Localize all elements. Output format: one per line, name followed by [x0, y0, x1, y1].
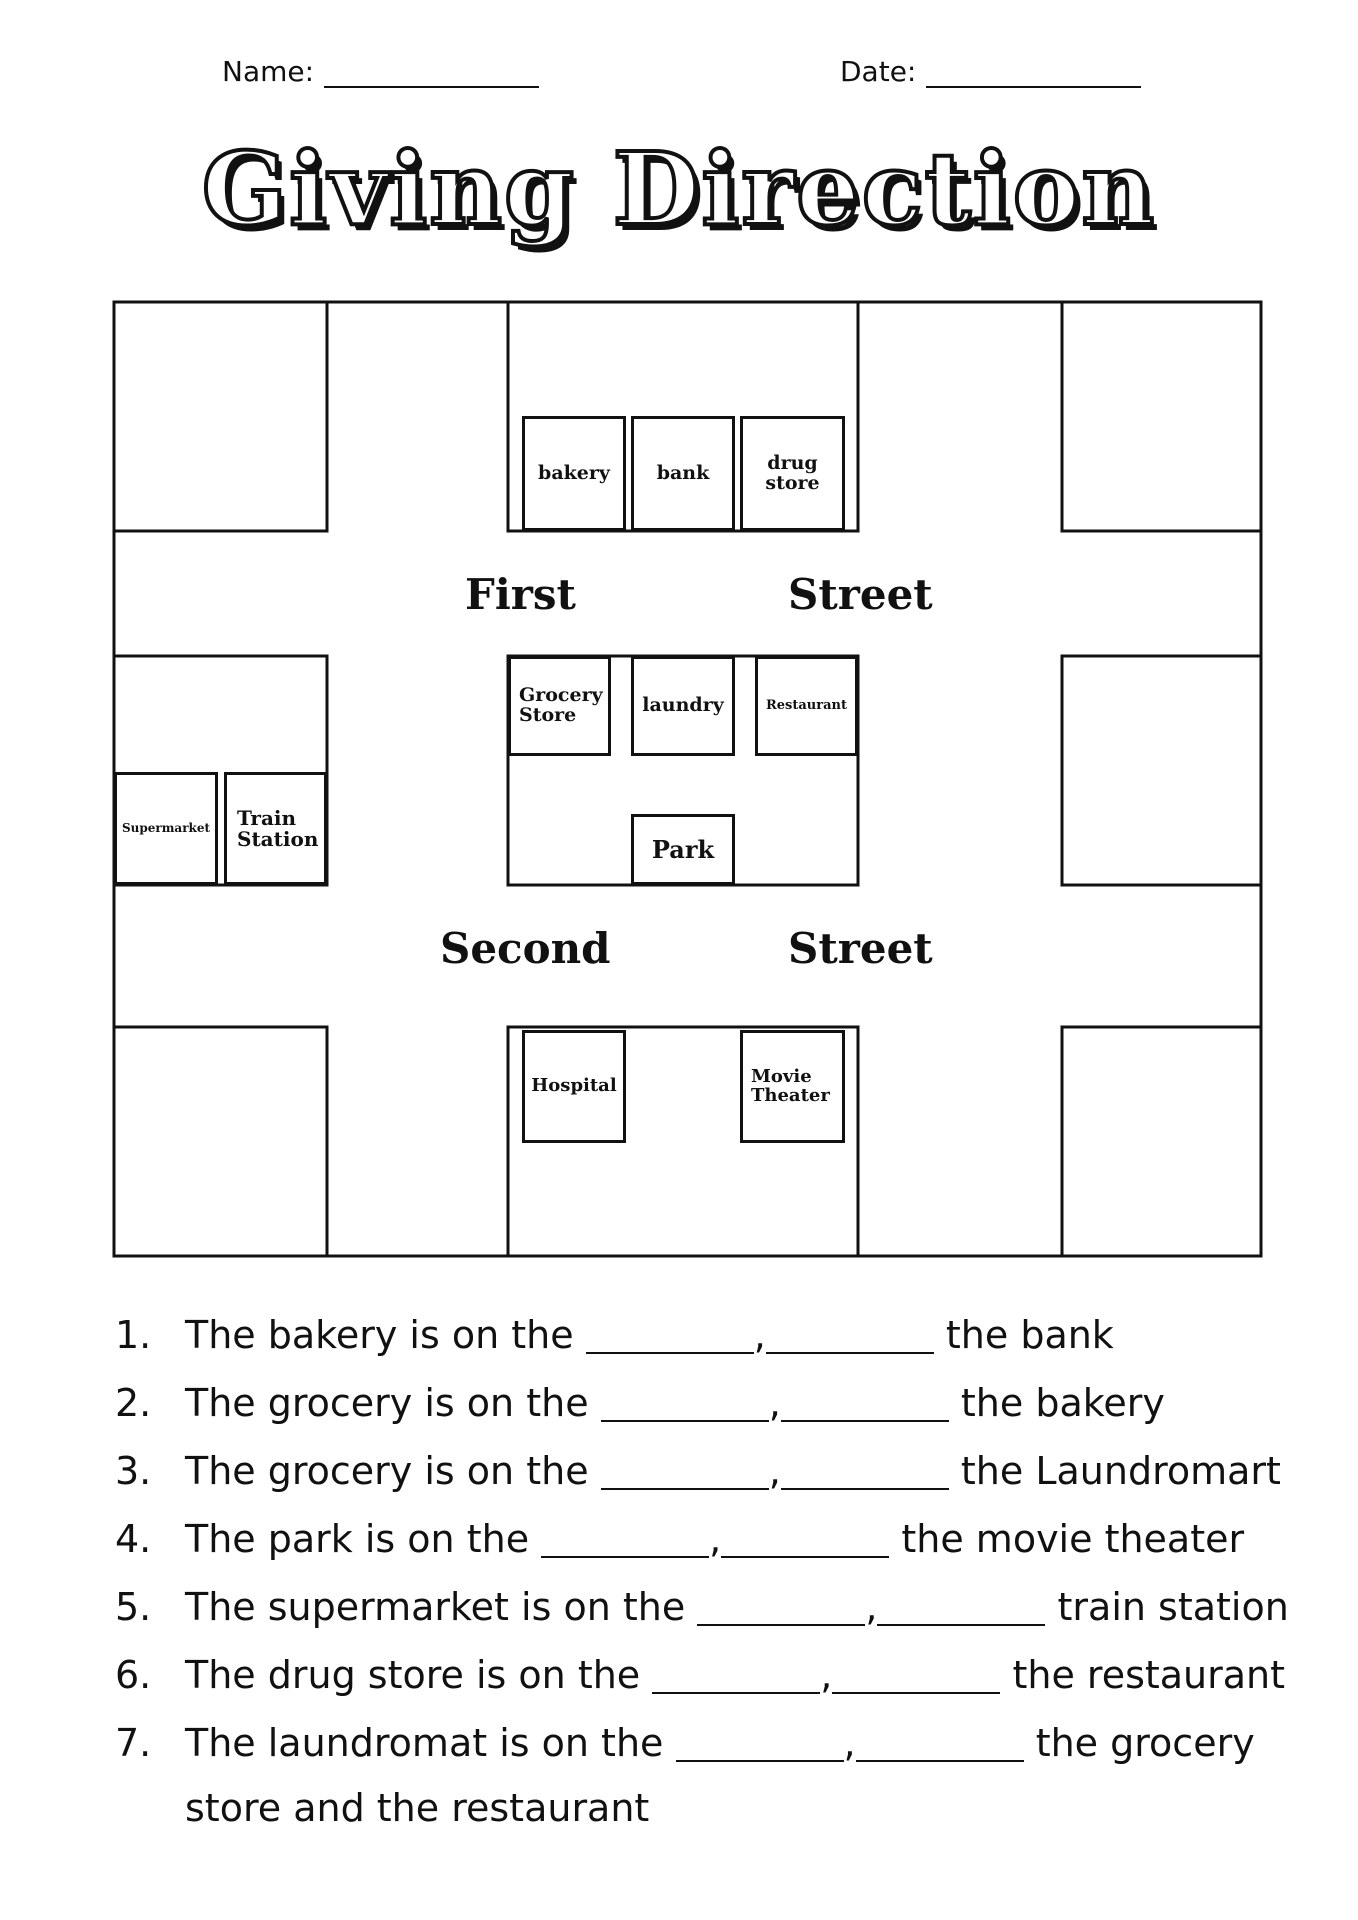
block-bottom-left	[114, 1027, 327, 1256]
answer-blank[interactable]	[781, 1386, 949, 1422]
building-bank: bank	[631, 416, 735, 531]
street-first-label: First	[465, 570, 576, 619]
building-grocery-store: Grocery Store	[508, 656, 611, 756]
answer-blank[interactable]	[586, 1318, 754, 1354]
question-1: 1. The bakery is on the , the bank	[115, 1313, 1114, 1357]
date-label: Date:	[840, 55, 917, 88]
building-hospital: Hospital	[522, 1030, 626, 1143]
answer-blank[interactable]	[601, 1454, 769, 1490]
building-bakery: bakery	[522, 416, 626, 531]
answer-blank[interactable]	[832, 1658, 1000, 1694]
street-second-street-label: Street	[788, 924, 933, 973]
page-title: Giving Direction	[201, 130, 1157, 248]
question-4: 4. The park is on the , the movie theater	[115, 1517, 1245, 1561]
answer-blank[interactable]	[676, 1726, 844, 1762]
question-5: 5. The supermarket is on the , train station	[115, 1585, 1289, 1629]
block-mid-right	[1062, 656, 1261, 885]
name-label: Name:	[222, 55, 315, 88]
answer-blank[interactable]	[766, 1318, 934, 1354]
building-laundry: laundry	[631, 656, 735, 756]
question-2: 2. The grocery is on the , the bakery	[115, 1381, 1165, 1425]
question-3: 3. The grocery is on the , the Laundromart	[115, 1449, 1281, 1493]
building-movie-theater: Movie Theater	[740, 1030, 845, 1143]
answer-blank[interactable]	[601, 1386, 769, 1422]
street-second-label: Second	[440, 924, 611, 973]
answer-blank[interactable]	[697, 1590, 865, 1626]
building-drug-store: drug store	[740, 416, 845, 531]
question-7-continuation: store and the restaurant	[185, 1786, 650, 1830]
answer-blank[interactable]	[856, 1726, 1024, 1762]
building-train-station: Train Station	[224, 772, 327, 885]
block-top-right	[1062, 302, 1261, 531]
street-first-street-label: Street	[788, 570, 933, 619]
question-7: 7. The laundromat is on the , the grocery	[115, 1721, 1255, 1765]
answer-blank[interactable]	[721, 1522, 889, 1558]
block-top-left	[114, 302, 327, 531]
answer-blank[interactable]	[652, 1658, 820, 1694]
block-bottom-right	[1062, 1027, 1261, 1256]
answer-blank[interactable]	[541, 1522, 709, 1558]
answer-blank[interactable]	[877, 1590, 1045, 1626]
building-restaurant: Restaurant	[755, 656, 858, 756]
building-supermarket: Supermarket	[114, 772, 218, 885]
building-park: Park	[631, 814, 735, 885]
question-6: 6. The drug store is on the , the restaurant	[115, 1653, 1286, 1697]
answer-blank[interactable]	[781, 1454, 949, 1490]
